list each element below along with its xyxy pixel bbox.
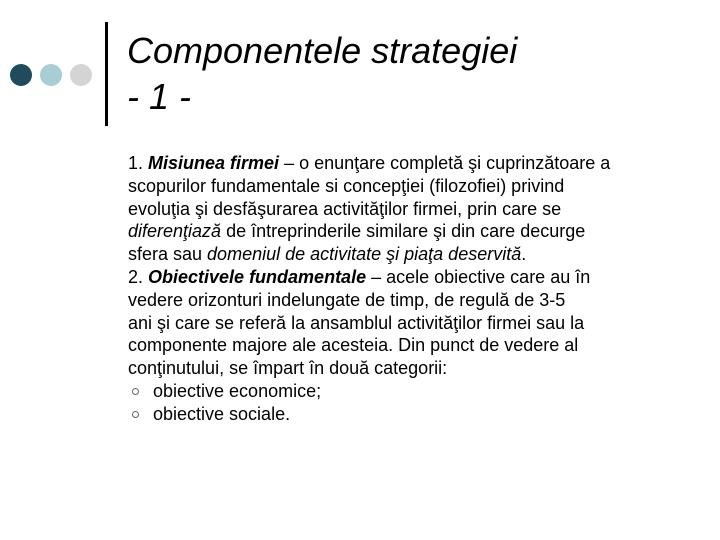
- bullet-item: [128, 380, 688, 403]
- text-fragment: sfera sau: [128, 244, 208, 265]
- title-divider-line: [105, 22, 108, 126]
- light-teal-dot: [40, 64, 62, 86]
- item-number: 1.: [128, 153, 149, 173]
- paragraph-line: vedere orizonturi indelungate de timp, de regulă de 3-5: [128, 289, 566, 310]
- paragraph-line: [128, 220, 688, 243]
- bullet-text: obiective sociale.: [153, 403, 291, 424]
- slide-content: [128, 152, 688, 426]
- text-fragment: – o enunţare completă şi cuprinzătoare a: [279, 153, 611, 173]
- paragraph-line: ani şi care se referă la ansamblul activităţilor firmei sau la: [128, 312, 585, 333]
- slide-title-line-1: Componentele strategiei: [127, 30, 518, 71]
- paragraph-mission: [128, 152, 688, 266]
- paragraph-line: scopurilor fundamentale si concepţiei (filozofiei) privind: [128, 175, 565, 196]
- item-number: 2.: [128, 266, 149, 287]
- paragraph-line: evoluţia şi desfăşurarea activităţilor firmei, prin care se: [128, 198, 562, 219]
- slide-title: [127, 28, 517, 120]
- gray-dot: [70, 64, 92, 86]
- circle-bullet-icon: [132, 388, 139, 395]
- slide-title-line-2: - 1 -: [127, 76, 192, 117]
- paragraph-line: componente majore ale acesteia. Din punct de vedere al: [128, 335, 579, 356]
- paragraph-line: [128, 243, 688, 266]
- bullet-item: [128, 403, 688, 426]
- paragraph-line: conţinutului, se împart în două categorii:: [128, 358, 448, 379]
- dark-teal-dot: [10, 64, 32, 86]
- term-objectives: Obiectivele fundamentale: [148, 266, 367, 287]
- text-fragment: – acele obiective care au în: [366, 266, 591, 287]
- italic-fragment: diferenţiază: [128, 221, 222, 242]
- text-fragment: .: [521, 244, 527, 265]
- circle-bullet-icon: [132, 411, 139, 418]
- paragraph-objectives: [128, 266, 688, 380]
- bullet-text: obiective economice;: [153, 380, 322, 401]
- decorative-dots: [10, 64, 100, 86]
- paragraph-line: [128, 266, 688, 289]
- text-fragment: de întreprinderile similare şi din care decurge: [221, 221, 586, 242]
- term-mission: Misiunea firmei: [148, 153, 280, 173]
- paragraph-line: [128, 152, 688, 175]
- italic-fragment: domeniul de activitate şi piaţa deservită: [207, 244, 522, 265]
